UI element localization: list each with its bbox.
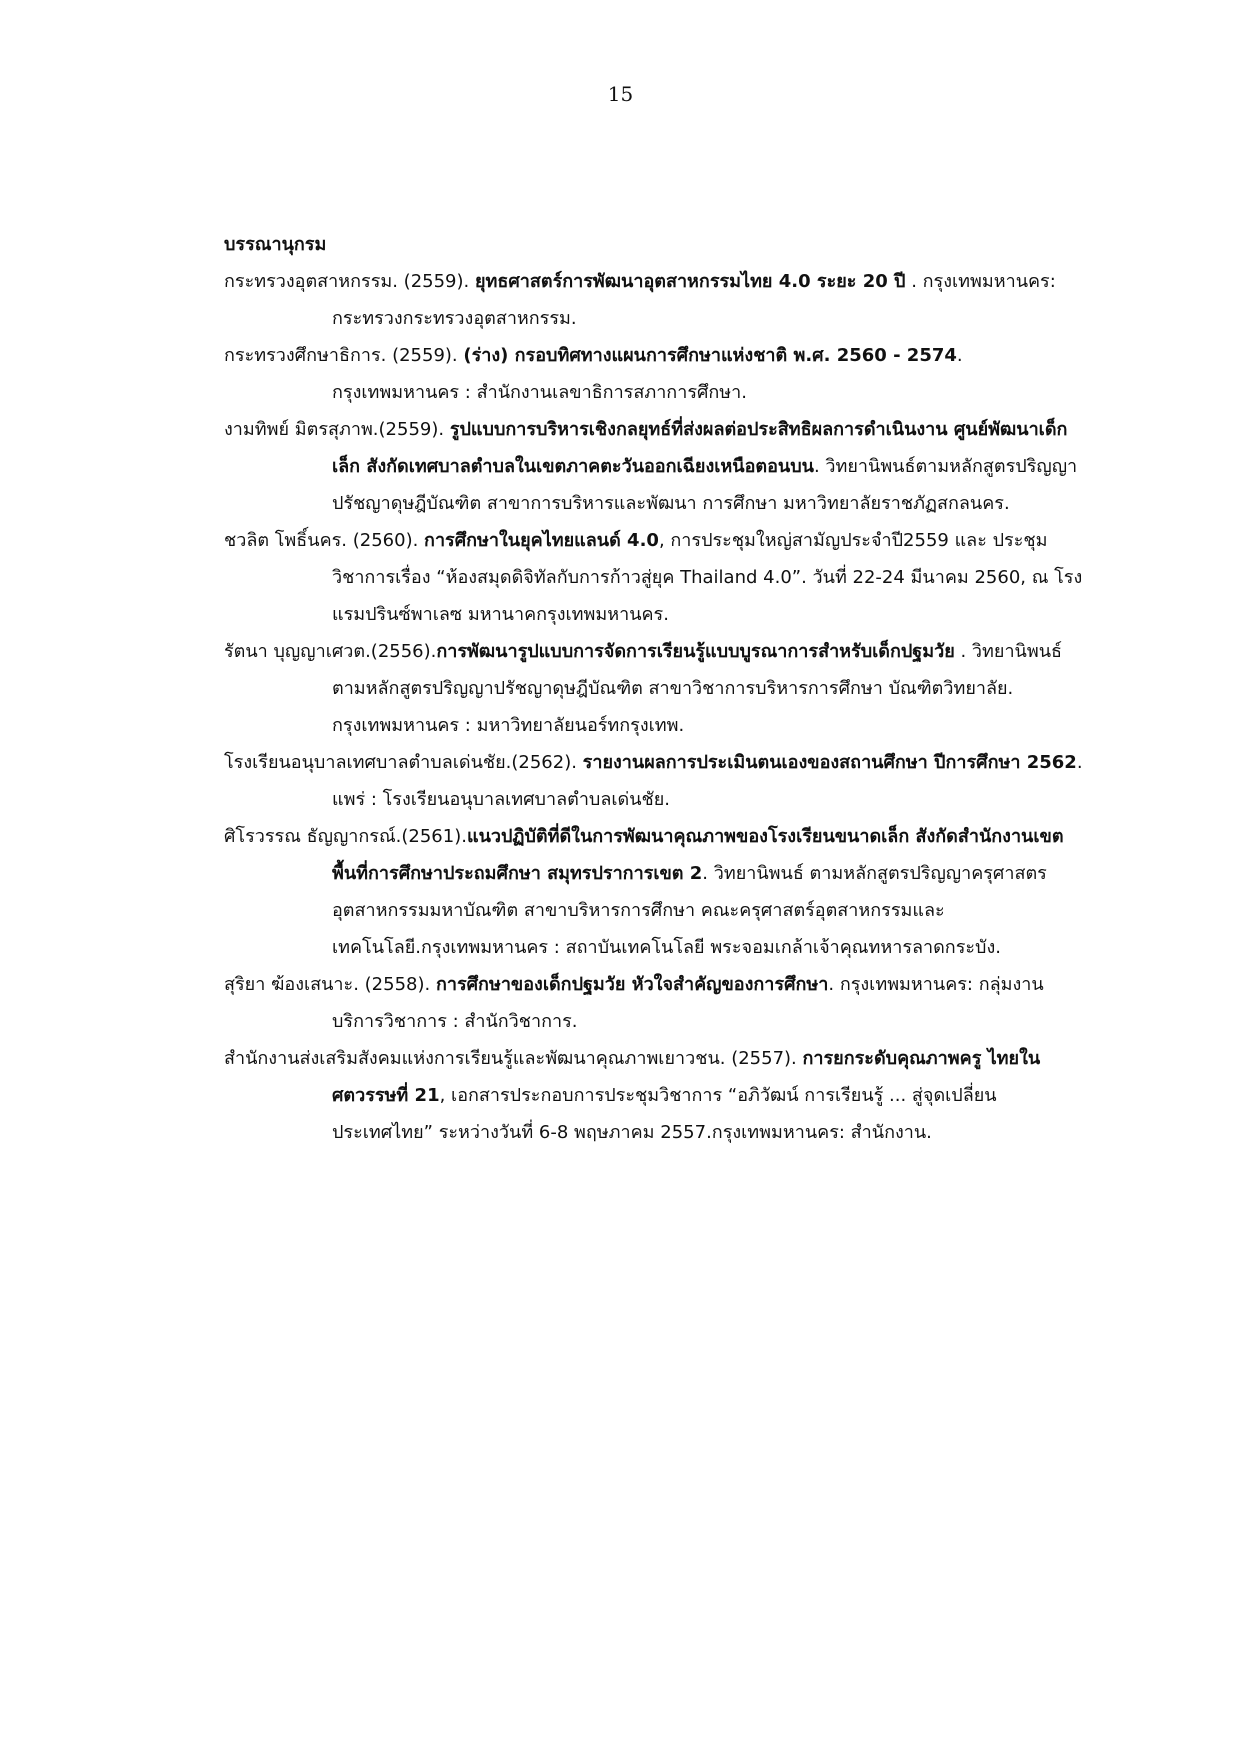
- reference-title: การศึกษาในยุคไทยแลนด์ 4.0: [424, 530, 659, 551]
- reference-details: . กรุงเทพมหานคร: กลุ่มงานบริการวิชาการ : สำนักวิชาการ.: [332, 974, 1044, 1032]
- page-number: 15: [607, 82, 634, 106]
- reference-author: โรงเรียนอนุบาลเทศบาลตำบลเด่นชัย.(2562).: [224, 752, 583, 773]
- reference-details: . กรุงเทพมหานคร : สำนักงานเลขาธิการสภาการศึกษา.: [332, 345, 963, 403]
- reference-entry: [224, 818, 1094, 966]
- bibliography-heading: บรรณานุกรม: [224, 234, 327, 255]
- reference-details: . กรุงเทพมหานคร: กระทรวงกระทรวงอุตสาหกรรม.: [332, 271, 1056, 329]
- reference-details: . วิทยานิพนธ์ตามหลักสูตรปริญญาปรัชญาดุษฎีบัณฑิต สาขาการบริหารและพัฒนา การศึกษา มหาวิทยาลัยราชภัฏสกลนคร.: [332, 456, 1078, 514]
- reference-entry: [224, 633, 1094, 744]
- reference-entry: [224, 522, 1094, 633]
- bibliography-section: [224, 226, 1094, 1151]
- reference-author: รัตนา บุญญาเศวต.(2556).: [224, 641, 437, 662]
- reference-entry: [224, 263, 1094, 337]
- reference-title: (ร่าง) กรอบทิศทางแผนการศึกษาแห่งชาติ พ.ศ. 2560 - 2574: [463, 345, 957, 366]
- reference-title: การศึกษาของเด็กปฐมวัย หัวใจสำคัญของการศึกษา: [435, 974, 829, 995]
- reference-details: , เอกสารประกอบการประชุมวิชาการ “อภิวัฒน์ การเรียนรู้ ... สู่จุดเปลี่ยน ประเทศไทย” ระหว่างวันที่ 6-8 พฤษภาคม 2557.กรุงเทพมหานคร: สำนักงาน.: [332, 1085, 997, 1143]
- reference-title: แนวปฏิบัติที่ดีในการพัฒนาคุณภาพของโรงเรียนขนาดเล็ก สังกัดสำนักงานเขตพื้นที่การศึกษาประถมศึกษา สมุทรปราการเขต 2: [332, 826, 1064, 884]
- reference-entry: [224, 744, 1094, 818]
- reference-details: , การประชุมใหญ่สามัญประจำปี2559 และ ประชุมวิชาการเรื่อง “ห้องสมุดดิจิทัลกับการก้าวสู่ยุค Thailand 4.0”. วันที่ 22-24 มีนาคม 2560, ณ โรงแรมปรินซ์พาเลซ มหานาคกรุงเทพมหานคร.: [332, 530, 1083, 625]
- reference-details: . วิทยานิพนธ์ ตามหลักสูตรปริญญาครุศาสตรอุตสาหกรรมมหาบัณฑิต สาขาบริหารการศึกษา คณะครุศาสตร์อุตสาหกรรมและเทคโนโลยี.กรุงเทพมหานคร : สถาบันเทคโนโลยี พระจอมเกล้าเจ้าคุณทหารลาดกระบัง.: [332, 863, 1047, 958]
- reference-author: สุริยา ฆ้องเสนาะ. (2558).: [224, 974, 436, 995]
- reference-title: การพัฒนารูปแบบการจัดการเรียนรู้แบบบูรณาการสำหรับเด็กปฐมวัย: [436, 641, 955, 662]
- reference-title: รายงานผลการประเมินตนเองของสถานศึกษา ปีการศึกษา 2562: [582, 752, 1077, 773]
- reference-details: . วิทยานิพนธ์ตามหลักสูตรปริญญาปรัชญาดุษฎีบัณฑิต สาขาวิชาการบริหารการศึกษา บัณฑิตวิทยาลัย. กรุงเทพมหานคร : มหาวิทยาลัยนอร์ทกรุงเทพ.: [332, 641, 1063, 736]
- reference-list: [224, 263, 1094, 1151]
- reference-author: กระทรวงอุตสาหกรรม. (2559).: [224, 271, 475, 292]
- reference-entry: [224, 337, 1094, 411]
- reference-title: รูปแบบการบริหารเชิงกลยุทธ์ที่ส่งผลต่อประสิทธิผลการดำเนินงาน ศูนย์พัฒนาเด็กเล็ก สังกัดเทศบาลตำบลในเขตภาคตะวันออกเฉียงเหนือตอนบน: [332, 419, 1068, 477]
- reference-title: การยกระดับคุณภาพครู ไทยในศตวรรษที่ 21: [332, 1048, 1041, 1106]
- reference-author: ชวลิต โพธิ์นคร. (2560).: [224, 530, 425, 551]
- reference-details: . แพร่ : โรงเรียนอนุบาลเทศบาลตำบลเด่นชัย.: [332, 752, 1083, 810]
- reference-author: งามทิพย์ มิตรสุภาพ.(2559).: [224, 419, 450, 440]
- reference-entry: [224, 411, 1094, 522]
- reference-entry: [224, 1040, 1094, 1151]
- reference-author: สำนักงานส่งเสริมสังคมแห่งการเรียนรู้และพัฒนาคุณภาพเยาวชน. (2557).: [224, 1048, 803, 1069]
- reference-author: ศิโรวรรณ ธัญญากรณ์.(2561).: [224, 826, 467, 847]
- reference-entry: [224, 966, 1094, 1040]
- reference-title: ยุทธศาสตร์การพัฒนาอุตสาหกรรมไทย 4.0 ระยะ 20 ปี: [474, 271, 906, 292]
- reference-author: กระทรวงศึกษาธิการ. (2559).: [224, 345, 464, 366]
